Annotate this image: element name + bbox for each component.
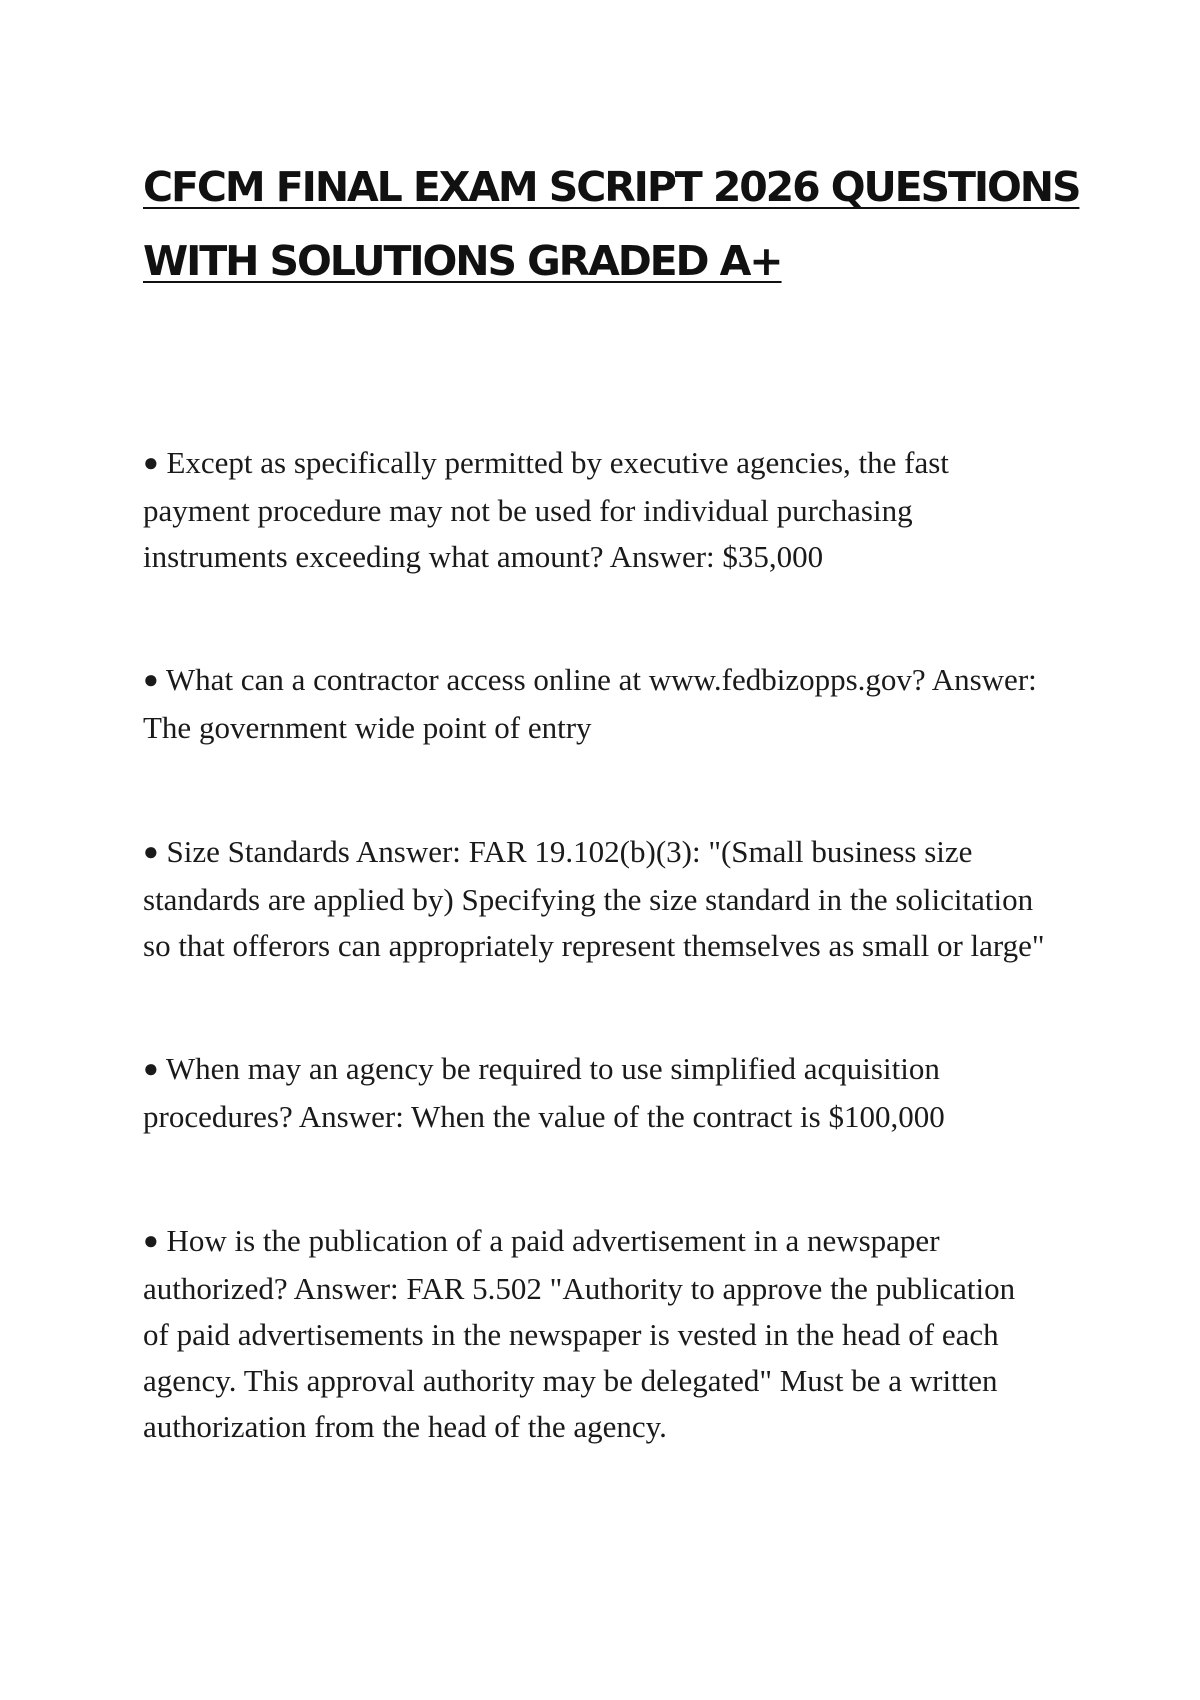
qa-line: so that offerors can appropriately represent themselves as small or large" — [143, 928, 1045, 963]
title-line-1: CFCM FINAL EXAM SCRIPT 2026 QUESTIONS — [143, 163, 1080, 211]
qa-item-3 — [143, 829, 1093, 969]
qa-text: Size Standards Answer: FAR 19.102(b)(3): "(Small business size — [166, 834, 973, 869]
qa-item-4 — [143, 1046, 1093, 1140]
title-line-2: WITH SOLUTIONS GRADED A+ — [143, 237, 782, 285]
qa-line — [143, 440, 1093, 488]
qa-item-1 — [143, 440, 1093, 580]
qa-line: authorization from the head of the agency. — [143, 1409, 667, 1444]
qa-line: standards are applied by) Specifying the size standard in the solicitation — [143, 882, 1034, 917]
qa-line: payment procedure may not be used for individual purchasing — [143, 493, 913, 528]
qa-item-5 — [143, 1218, 1093, 1450]
qa-line: of paid advertisements in the newspaper is vested in the head of each — [143, 1317, 999, 1352]
bullet-icon: ● — [143, 448, 159, 477]
qa-item-2 — [143, 657, 1093, 751]
qa-line: agency. This approval authority may be delegated" Must be a written — [143, 1363, 998, 1398]
qa-line: instruments exceeding what amount? Answer: $35,000 — [143, 539, 824, 574]
bullet-icon: ● — [143, 837, 159, 866]
bullet-icon: ● — [143, 1054, 159, 1083]
qa-line: procedures? Answer: When the value of the contract is $100,000 — [143, 1099, 945, 1134]
qa-text: When may an agency be required to use simplified acquisition — [165, 1051, 940, 1086]
qa-line: The government wide point of entry — [143, 710, 592, 745]
bullet-icon: ● — [143, 1226, 159, 1255]
bullet-icon: ● — [143, 665, 159, 694]
qa-text: How is the publication of a paid advertisement in a newspaper — [166, 1223, 940, 1258]
qa-line — [143, 829, 1093, 877]
qa-text: What can a contractor access online at www.fedbizopps.gov? Answer: — [165, 662, 1037, 697]
qa-text: Except as specifically permitted by executive agencies, the fast — [166, 445, 949, 480]
qa-line: authorized? Answer: FAR 5.502 "Authority to approve the publication — [143, 1271, 1016, 1306]
qa-line — [143, 1218, 1093, 1266]
qa-line — [143, 657, 1093, 705]
document-title — [143, 150, 1083, 298]
qa-line — [143, 1046, 1093, 1094]
